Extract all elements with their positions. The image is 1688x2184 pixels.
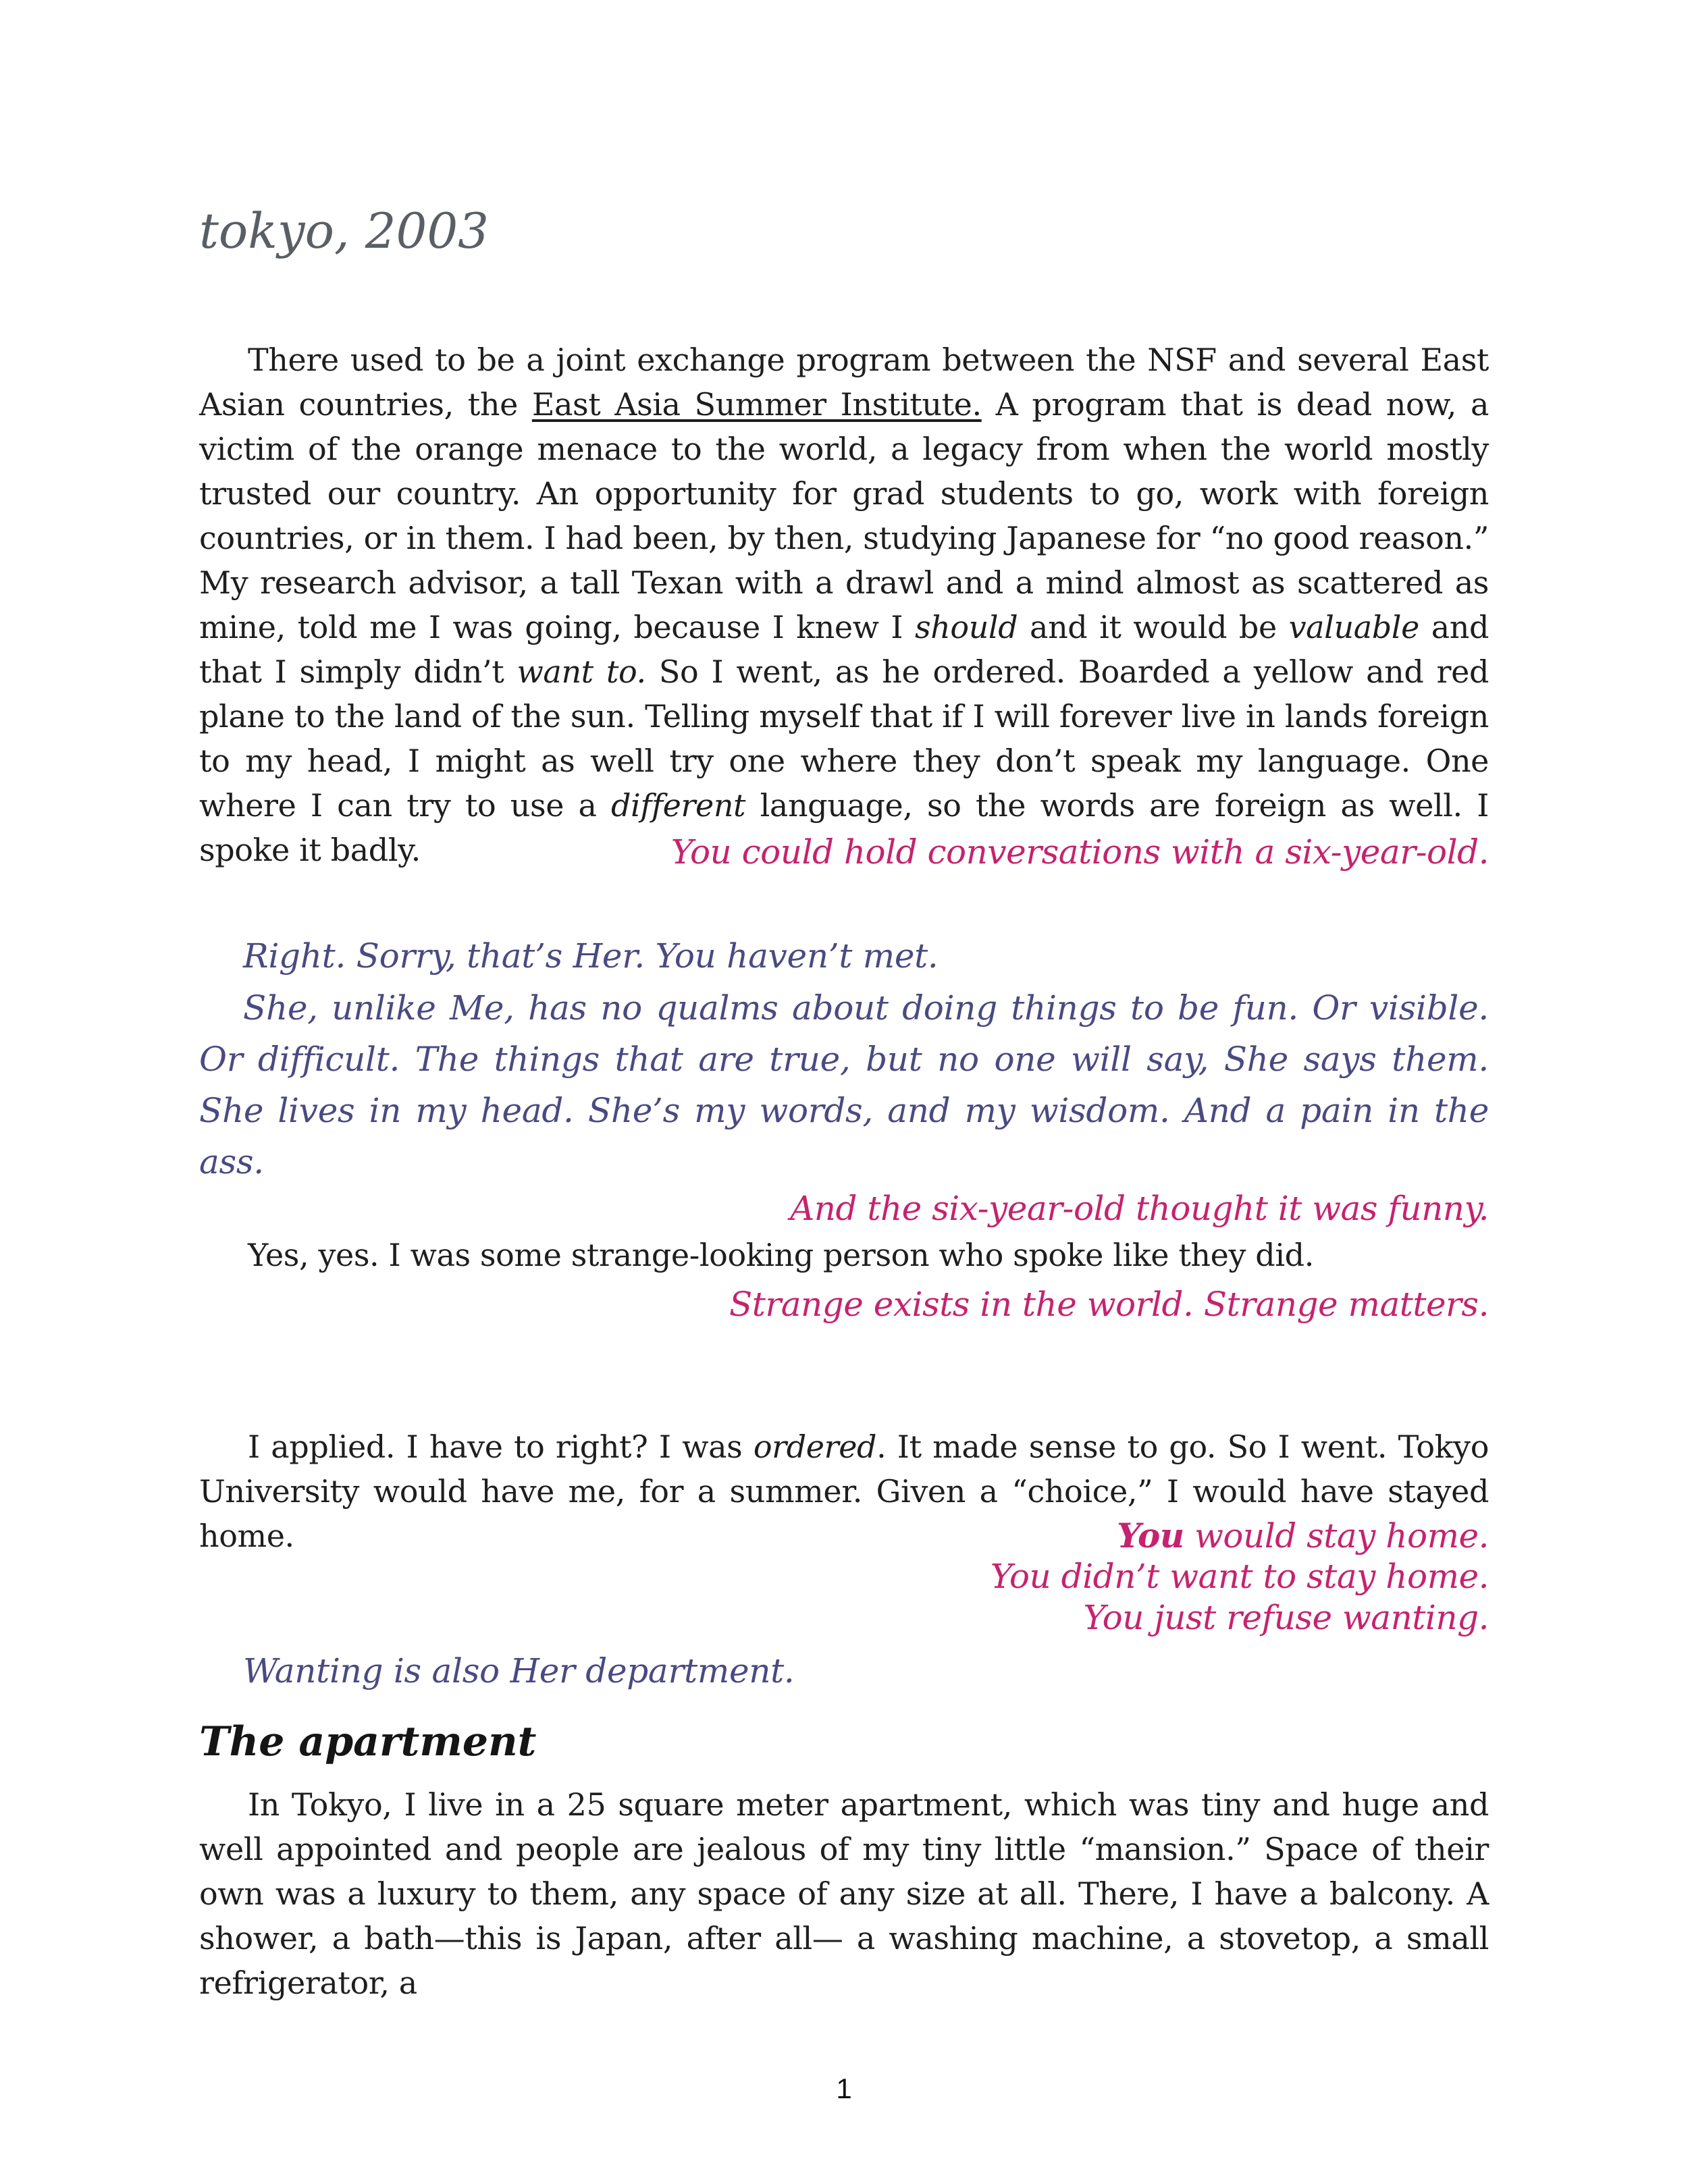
narrator-voice-paragraph: She, unlike Me, has no qualms about doing things to be fun. Or visible. Or difficult. The things that are true, but no one will say, She says them. She lives in my head. She’s my words, and my wisdom. And a pain in the ass. (199, 988, 1489, 1181)
her-voice-line: Strange exists in the world. Strange matters. (729, 1285, 1489, 1324)
section-title: The apartment (199, 1718, 537, 1765)
emphasis-bold: You (1117, 1516, 1184, 1555)
text-run: language, so the words are foreign as well. I spoke it badly. (199, 787, 1489, 868)
her-voice-line: You didn’t want to stay home. (990, 1557, 1489, 1596)
narrator-voice-line: Wanting is also Her department. (243, 1651, 795, 1690)
her-voice-line: And the six-year-old thought it was funny. (790, 1189, 1489, 1228)
text-run: and it would be (1018, 609, 1289, 645)
emphasis: should (914, 609, 1018, 645)
paragraph-apartment: In Tokyo, I live in a 25 square meter apartment, which was tiny and huge and well appointed and people are jealous of my tiny little “mansion.” Space of their own was a luxury to them, any space of any size at all. There, I have a balcony. A shower, a bath—this is Japan, after all— a washing machine, a stovetop, a small refrigerator, a (199, 1786, 1489, 2001)
text-run: and that I simply didn’t (199, 609, 1489, 690)
page-number: 1 (836, 2073, 852, 2104)
her-voice-line: You just refuse wanting. (1083, 1598, 1489, 1637)
emphasis: ordered (753, 1429, 877, 1465)
text-run: There used to be a joint exchange program between the NSF and several East Asian countries, the (199, 342, 1489, 423)
paragraph-intro (199, 338, 1489, 872)
text-run: would stay home. (1184, 1516, 1489, 1555)
east-asia-summer-institute-link[interactable]: East Asia Summer Institute. (531, 386, 982, 423)
text-run: I applied. I have to right? I was (248, 1429, 754, 1465)
her-voice-line: You could hold conversations with a six-year-old. (670, 832, 1489, 872)
text-run: . It made sense to go. So I went. Tokyo University would have me, for a summer. Given a “choice,” I would have stayed home. (199, 1429, 1489, 1554)
her-voice-line (1117, 1516, 1489, 1556)
text-run: A program that is dead now, a victim of the orange menace to the world, a legacy from when the world mostly trusted our country. An opportunity for grad students to go, work with foreign countries, or in them. I had been, by then, studying Japanese for “no good reason.” My research advisor, a tall Texan with a drawl and a mind almost as scattered as mine, told me I was going, because I knew I (199, 386, 1489, 645)
emphasis: valuable (1288, 609, 1419, 645)
chapter-title: tokyo, 2003 (199, 203, 489, 259)
body-line: Yes, yes. I was some strange-looking person who spoke like they did. (248, 1237, 1314, 1273)
text-run: So I went, as he ordered. Boarded a yellow and red plane to the land of the sun. Telling myself that if I will forever live in lands foreign to my head, I might as well try one where they don’t speak my language. One where I can try to use a (199, 654, 1489, 824)
emphasis: different (610, 787, 746, 824)
narrator-voice-line: Right. Sorry, that’s Her. You haven’t met. (243, 936, 939, 976)
emphasis: want to. (517, 654, 646, 690)
